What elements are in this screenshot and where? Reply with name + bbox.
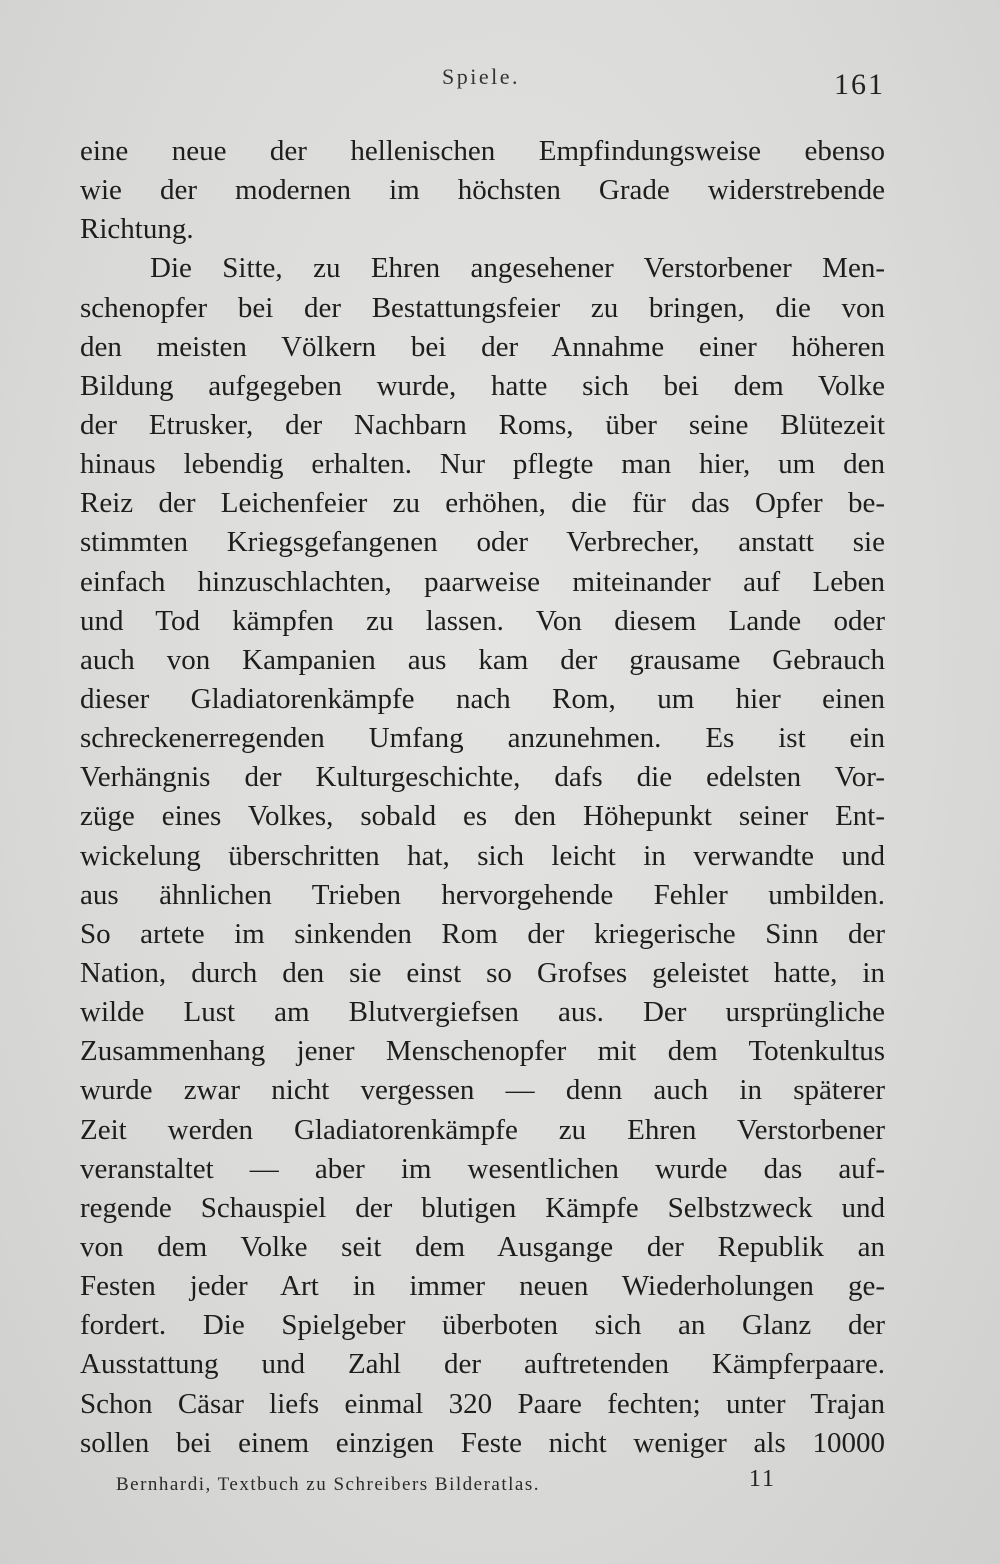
text-line: hinaus lebendig erhalten. Nur pflegte man hier, um den <box>80 448 885 481</box>
text-line: Zeit werden Gladiatorenkämpfe zu Ehren Verstorbener <box>80 1113 885 1146</box>
text-line: Die Sitte, zu Ehren angesehener Verstorbener Men- <box>150 252 885 285</box>
text-line: und Tod kämpfen zu lassen. Von diesem Lande oder <box>80 604 885 637</box>
text-line: dieser Gladiatorenkämpfe nach Rom, um hier einen <box>80 682 885 715</box>
text-line: Richtung. <box>80 213 194 246</box>
text-line: So artete im sinkenden Rom der kriegerische Sinn der <box>80 917 885 950</box>
text-line: einfach hinzuschlachten, paarweise miteinander auf Leben <box>80 565 885 598</box>
body-text <box>80 132 885 1463</box>
text-line: schenopfer bei der Bestattungsfeier zu bringen, die von <box>80 291 885 324</box>
text-line: stimmten Kriegsgefangenen oder Verbrecher, anstatt sie <box>80 526 885 559</box>
text-line: veranstaltet — aber im wesentlichen wurde das auf- <box>80 1152 885 1185</box>
text-line: wie der modernen im höchsten Grade widerstrebende <box>80 174 885 207</box>
text-line: Bildung aufgegeben wurde, hatte sich bei dem Volke <box>80 369 885 402</box>
text-line: von dem Volke seit dem Ausgange der Republik an <box>80 1230 885 1263</box>
text-line: Schon Cäsar liefs einmal 320 Paare fechten; unter Trajan <box>80 1387 885 1420</box>
text-line: wurde zwar nicht vergessen — denn auch in späterer <box>80 1074 885 1107</box>
text-line: eine neue der hellenischen Empfindungsweise ebenso <box>80 135 885 167</box>
text-line: Ausstattung und Zahl der auftretenden Kämpferpaare. <box>80 1348 885 1381</box>
text-line: den meisten Völkern bei der Annahme einer höheren <box>80 330 885 363</box>
text-line: schreckenerregenden Umfang anzunehmen. Es ist ein <box>80 722 885 755</box>
running-title: Spiele. <box>442 64 520 89</box>
text-line: wilde Lust am Blutvergiefsen aus. Der ursprüngliche <box>80 996 885 1029</box>
running-head <box>80 62 885 102</box>
text-line: Nation, durch den sie einst so Grofses geleistet hatte, in <box>80 956 885 989</box>
text-line: aus ähnlichen Trieben hervorgehende Fehler umbilden. <box>80 878 885 911</box>
page-number: 161 <box>834 68 885 101</box>
text-line: Verhängnis der Kulturgeschichte, dafs die edelsten Vor- <box>80 761 885 794</box>
signature-mark: 11 <box>748 1466 776 1492</box>
text-line: Festen jeder Art in immer neuen Wiederholungen ge- <box>80 1270 885 1303</box>
text-line: Reiz der Leichenfeier zu erhöhen, die für das Opfer be- <box>80 487 885 520</box>
text-line: wickelung überschritten hat, sich leicht in verwandte und <box>80 839 885 872</box>
page-footer <box>116 1466 776 1504</box>
text-line: der Etrusker, der Nachbarn Roms, über seine Blütezeit <box>80 408 885 441</box>
text-line: sollen bei einem einzigen Feste nicht weniger als 10000 <box>80 1426 885 1459</box>
footer-source-note: Bernhardi, Textbuch zu Schreibers Bilderatlas. <box>116 1474 540 1495</box>
text-line: auch von Kampanien aus kam der grausame Gebrauch <box>80 643 885 676</box>
text-line: züge eines Volkes, sobald es den Höhepunkt seiner Ent- <box>80 800 885 833</box>
text-line: regende Schauspiel der blutigen Kämpfe Selbstzweck und <box>80 1191 885 1224</box>
text-line: Zusammenhang jener Menschenopfer mit dem Totenkultus <box>80 1035 885 1068</box>
text-line: fordert. Die Spielgeber überboten sich an Glanz der <box>80 1309 885 1342</box>
